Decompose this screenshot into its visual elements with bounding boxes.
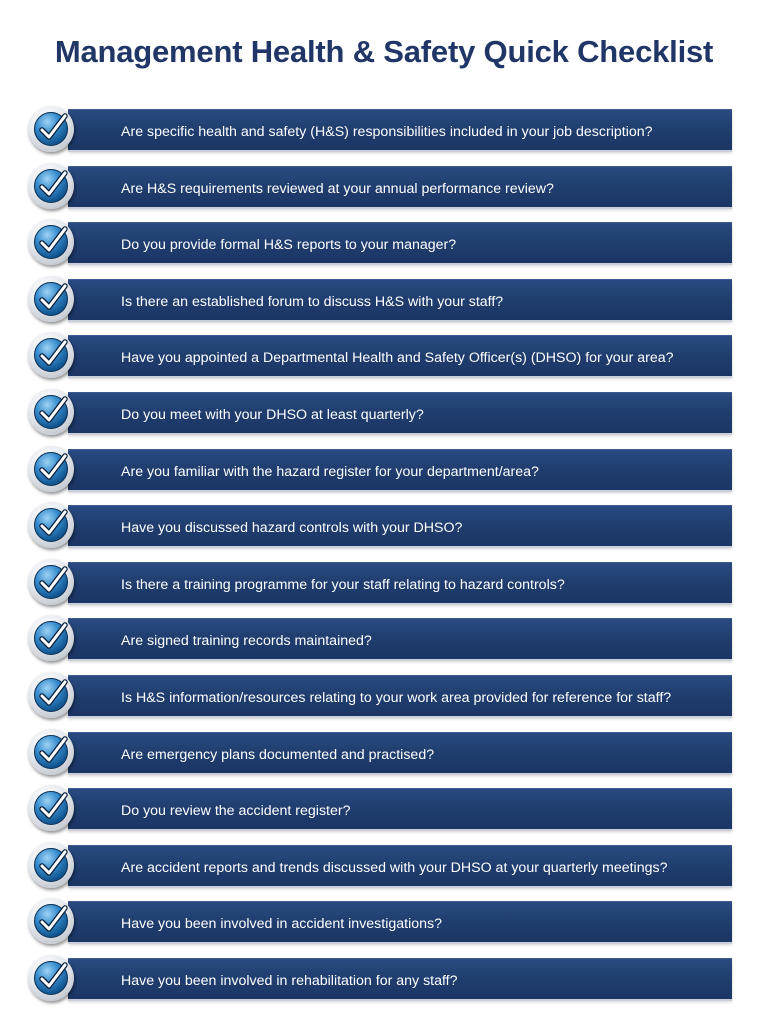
checklist-item-bar <box>68 788 732 829</box>
checkmark-icon <box>28 729 74 775</box>
checklist-item-text: Do you provide formal H&S reports to your manager? <box>121 237 457 254</box>
checkmark-icon <box>28 672 74 718</box>
checklist-item <box>28 731 734 773</box>
checklist-item <box>28 561 734 603</box>
checklist-item-bar <box>68 845 732 886</box>
checklist-item-text: Is H&S information/resources relating to your work area provided for reference for staff? <box>121 689 672 706</box>
checklist-item-text: Are signed training records maintained? <box>121 633 372 650</box>
checkmark-icon <box>28 955 74 1001</box>
checkmark-icon <box>28 106 74 152</box>
checklist-item-bar <box>68 449 732 490</box>
checklist-item <box>28 391 734 433</box>
checklist <box>28 108 734 1014</box>
checklist-item <box>28 617 734 659</box>
checklist-item <box>28 504 734 546</box>
checklist-item-bar <box>68 222 732 263</box>
checkmark-icon <box>28 163 74 209</box>
checkmark-icon <box>28 219 74 265</box>
checkmark-icon <box>28 559 74 605</box>
checklist-item-text: Do you review the accident register? <box>121 803 351 820</box>
checklist-item-bar <box>68 562 732 603</box>
checkmark-icon <box>28 615 74 661</box>
checklist-item <box>28 787 734 829</box>
checklist-item <box>28 278 734 320</box>
checklist-item <box>28 844 734 886</box>
checklist-item-text: Are emergency plans documented and practised? <box>121 746 435 763</box>
checklist-item-text: Have you been involved in accident investigations? <box>121 916 442 933</box>
checkmark-icon <box>28 898 74 944</box>
checklist-item <box>28 108 734 150</box>
checkmark-icon <box>28 276 74 322</box>
checklist-item-bar <box>68 392 732 433</box>
checkmark-icon <box>28 842 74 888</box>
checklist-item <box>28 674 734 716</box>
checklist-item-bar <box>68 675 732 716</box>
checklist-item-text: Are accident reports and trends discussed with your DHSO at your quarterly meetings? <box>121 859 668 876</box>
checklist-item <box>28 334 734 376</box>
checklist-item-text: Is there an established forum to discuss H&S with your staff? <box>121 293 504 310</box>
checkmark-icon <box>28 446 74 492</box>
checklist-item-text: Do you meet with your DHSO at least quarterly? <box>121 406 424 423</box>
checklist-item <box>28 900 734 942</box>
checkmark-icon <box>28 502 74 548</box>
checklist-item-bar <box>68 901 732 942</box>
checklist-item-text: Is there a training programme for your staff relating to hazard controls? <box>121 576 565 593</box>
checklist-item <box>28 165 734 207</box>
checklist-item <box>28 448 734 490</box>
checklist-item-bar <box>68 732 732 773</box>
checklist-item-text: Have you been involved in rehabilitation for any staff? <box>121 972 458 989</box>
checkmark-icon <box>28 389 74 435</box>
checklist-item-text: Are specific health and safety (H&S) responsibilities included in your job description? <box>121 124 653 140</box>
checklist-item-bar <box>68 166 732 207</box>
checklist-item-text: Are H&S requirements reviewed at your annual performance review? <box>121 180 554 197</box>
checklist-item-bar <box>68 505 732 546</box>
page-title: Management Health & Safety Quick Checklist <box>54 34 714 69</box>
checklist-item <box>28 221 734 263</box>
checklist-item-text: Have you discussed hazard controls with your DHSO? <box>121 520 463 537</box>
checklist-item-text: Are you familiar with the hazard register for your department/area? <box>121 463 539 480</box>
checkmark-icon <box>28 785 74 831</box>
checklist-item <box>28 957 734 999</box>
checklist-item-bar <box>68 335 732 376</box>
checklist-item-bar <box>68 279 732 320</box>
checkmark-icon <box>28 332 74 378</box>
checklist-item-bar <box>68 109 732 150</box>
checklist-item-text: Have you appointed a Departmental Health and Safety Officer(s) (DHSO) for your area? <box>121 350 674 367</box>
checklist-item-bar <box>68 958 732 999</box>
checklist-item-bar <box>68 618 732 659</box>
